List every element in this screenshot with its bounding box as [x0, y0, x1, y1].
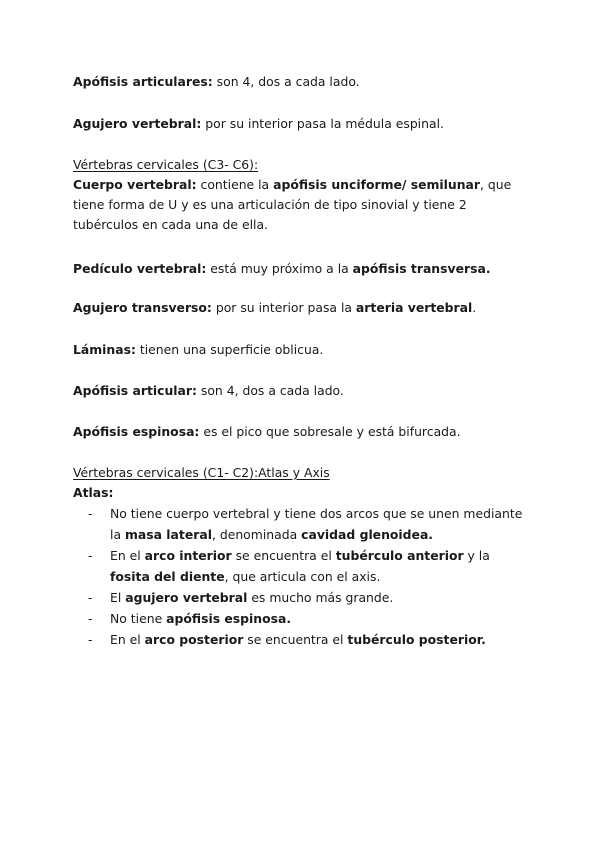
- bold-term: agujero vertebral: [125, 590, 248, 605]
- definition: tienen una superficie oblicua.: [135, 342, 324, 357]
- bold-term: tubérculo posterior.: [347, 632, 486, 647]
- bold-term: arco interior: [144, 548, 232, 563]
- term: Apófisis espinosa:: [73, 424, 200, 439]
- term: Apófisis articular:: [73, 383, 197, 398]
- bold-term: apófisis espinosa.: [166, 611, 292, 626]
- bold-term: masa lateral: [124, 527, 212, 542]
- paragraph-agujero-transverso: [73, 300, 476, 316]
- text: En el: [110, 632, 145, 647]
- paragraph-cuerpo-vertebral: [73, 175, 533, 235]
- text: , que articula con el axis.: [224, 569, 381, 584]
- text: El: [110, 590, 126, 605]
- term: Cuerpo vertebral:: [73, 177, 197, 192]
- text: se encuentra el: [231, 548, 336, 563]
- definition: por su interior pasa la médula espinal.: [201, 116, 444, 131]
- term: Agujero vertebral:: [73, 116, 202, 131]
- list-item: [73, 629, 533, 650]
- bold-term: cavidad glenoidea.: [301, 527, 434, 542]
- text: , que tiene forma de U y es una articulación de tipo sinovial y tiene 2 tubérculos en cada una de ella.: [73, 177, 512, 232]
- section-heading-c1-c2: Vértebras cervicales (C1- C2):Atlas y Axis: [73, 465, 330, 480]
- dash-bullet: -: [88, 506, 93, 521]
- list-item: [73, 503, 533, 545]
- dash-bullet: -: [88, 548, 93, 563]
- text: está muy próximo a la: [206, 261, 353, 276]
- text: .: [472, 300, 477, 315]
- paragraph-pediculo-vertebral: [73, 261, 491, 277]
- paragraph-agujero-vertebral: [73, 116, 444, 132]
- bold-term: arteria vertebral: [355, 300, 473, 315]
- text: por su interior pasa la: [211, 300, 356, 315]
- section-heading-c3-c6: Vértebras cervicales (C3- C6):: [73, 157, 259, 172]
- list-item: [73, 545, 533, 587]
- dash-bullet: -: [88, 632, 93, 647]
- bold-term: tubérculo anterior: [335, 548, 464, 563]
- term: Pedículo vertebral:: [73, 261, 207, 276]
- text: No tiene: [110, 611, 167, 626]
- atlas-list: [73, 503, 533, 650]
- text: se encuentra el: [243, 632, 348, 647]
- bold-term: apófisis unciforme/ semilunar: [273, 177, 481, 192]
- text: es mucho más grande.: [247, 590, 394, 605]
- bold-term: arco posterior: [144, 632, 244, 647]
- text: , denominada: [211, 527, 302, 542]
- definition: son 4, dos a cada lado.: [212, 74, 360, 89]
- list-item: [73, 587, 533, 608]
- paragraph-apofisis-articulares: [73, 74, 360, 90]
- paragraph-laminas: [73, 342, 323, 358]
- bold-term: fosita del diente: [110, 569, 225, 584]
- text: En el: [110, 548, 145, 563]
- term: Agujero transverso:: [73, 300, 212, 315]
- text: contiene la: [196, 177, 274, 192]
- atlas-heading: [73, 485, 113, 501]
- text: y la: [463, 548, 490, 563]
- dash-bullet: -: [88, 611, 93, 626]
- text: No tiene cuerpo vertebral y tiene dos arcos que se unen mediante la: [110, 506, 523, 542]
- atlas-label: Atlas:: [73, 485, 114, 500]
- term: Apófisis articulares:: [73, 74, 213, 89]
- definition: es el pico que sobresale y está bifurcada.: [199, 424, 461, 439]
- dash-bullet: -: [88, 590, 93, 605]
- bold-term: apófisis transversa.: [352, 261, 491, 276]
- definition: son 4, dos a cada lado.: [196, 383, 344, 398]
- list-item: [73, 608, 533, 629]
- term: Láminas:: [73, 342, 136, 357]
- paragraph-apofisis-articular: [73, 383, 344, 399]
- paragraph-apofisis-espinosa: [73, 424, 461, 440]
